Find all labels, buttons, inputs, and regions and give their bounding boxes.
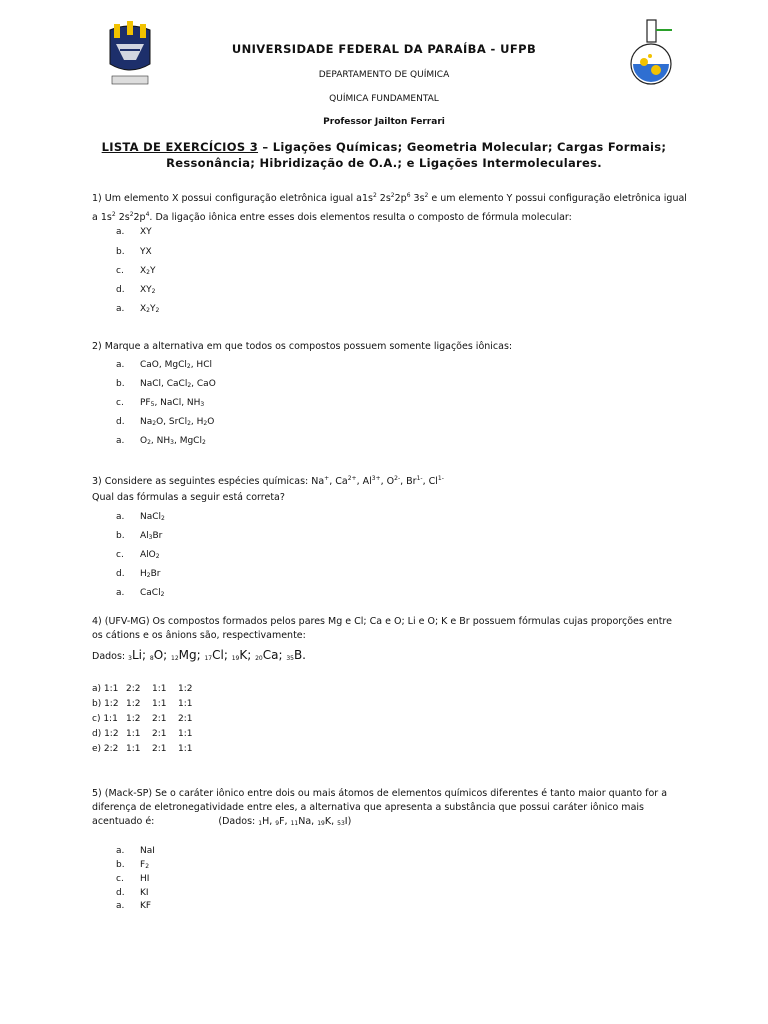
list-topics-1: – Ligações Químicas; Geometria Molecular; Cargas Formais; bbox=[258, 140, 667, 154]
list-label: LISTA DE EXERCÍCIOS 3 bbox=[101, 140, 259, 154]
q2-option-d[interactable]: d. $Na_2O$, SrCl$_2$, $H_2O$ bbox=[116, 417, 215, 427]
q1-option-b[interactable]: b. YX bbox=[116, 247, 152, 257]
q3-question: Qual das fórmulas a seguir está correta? bbox=[92, 492, 285, 503]
course-name: QUÍMICA FUNDAMENTAL bbox=[329, 94, 439, 104]
q5-option-c[interactable]: c. HI bbox=[116, 874, 150, 884]
q2-option-c[interactable]: c. $PF_5$, NaCl, $NH_3$ bbox=[116, 398, 205, 408]
q3-text: 3) Considere as seguintes espécies químicas: Na+, $Ca^{2+}$, $Al^{3+}$, $O^{2-}$, $Br^{1-}$, $Cl^{1-}$ bbox=[92, 475, 444, 487]
q1-option-c[interactable]: c. $X_2Y$ bbox=[116, 266, 156, 276]
q3-option-c[interactable]: c. AlO$_2$ bbox=[116, 550, 160, 560]
q1-option-a[interactable]: a. XY bbox=[116, 227, 152, 237]
q4-answers bbox=[92, 682, 192, 757]
q2-option-e[interactable]: a. $O_2$, $NH_3$, MgCl$_2$ bbox=[116, 436, 206, 446]
q4-answer-e[interactable]: e) 2:2 1:1 2:1 1:1 bbox=[92, 744, 193, 754]
q2-option-a[interactable]: a. CaO, MgCl$_2$, HCl bbox=[116, 360, 212, 370]
q3-option-a[interactable]: a. NaCl$_2$ bbox=[116, 512, 165, 522]
q5-option-a[interactable]: a. NaI bbox=[116, 846, 155, 856]
q5-option-e[interactable]: a. KF bbox=[116, 901, 152, 911]
q4-answer-a[interactable]: a) 1:1 2:2 1:1 1:2 bbox=[92, 684, 193, 694]
list-topics-2: Ressonância; Hibridização de O.A.; e Ligações Intermoleculares. bbox=[166, 156, 602, 170]
q5-option-b[interactable]: b. $F_2$ bbox=[116, 859, 150, 870]
professor-name: Professor Jailton Ferrari bbox=[323, 117, 445, 127]
q3-option-b[interactable]: b. $Al_3Br$ bbox=[116, 531, 163, 541]
q4-answer-c[interactable]: c) 1:1 1:2 2:1 2:1 bbox=[92, 714, 193, 724]
q4-answer-d[interactable]: d) 1:2 1:1 2:1 1:1 bbox=[92, 729, 193, 739]
q1-text: 1) Um elemento X possui configuração eletrônica igual $a1s^2$ $2s^22p^6$ $3s^2$ e um elemento Y possui configuração eletrônica igual bbox=[92, 192, 687, 204]
department-name: DEPARTAMENTO DE QUÍMICA bbox=[318, 70, 450, 80]
q5-options bbox=[116, 845, 155, 914]
q1-option-e[interactable]: a. $X_2Y_2$ bbox=[116, 304, 160, 314]
q3-option-e[interactable]: a. CaCl$_2$ bbox=[116, 588, 165, 598]
q4-dados: Dados: $_3$Li; $_8$O; $_{12}$Mg; $_{17}$Cl; $_{19}$K; $_{20}$Ca; $_{35}$B. bbox=[92, 648, 306, 662]
q5-text: 5) (Mack-SP) Se o caráter iônico entre dois ou mais átomos de elementos químicos diferentes é tanto maior quanto for a diferença de eletronegatividade entre eles, a alternativa que apresenta a substância que possui caráter iônico mais acentuado é: (Dados: $_1$H, $_9$F, $_{11}$Na, $_{19}$K, $_{53}$I) bbox=[92, 788, 668, 827]
list-title bbox=[0, 139, 768, 171]
q2-option-b[interactable]: b. NaCl, CaCl$_2$, CaO bbox=[116, 379, 216, 389]
q1-text-2: a $1s^2$ $2s^22p^4$. Da ligação iônica entre esses dois elementos resulta o composto de fórmula molecular: bbox=[92, 211, 572, 223]
q5-option-d[interactable]: d. KI bbox=[116, 887, 149, 898]
q4-answer-b[interactable]: b) 1:2 1:2 1:1 1:1 bbox=[92, 699, 193, 709]
q1-option-d[interactable]: d. $XY_2$ bbox=[116, 285, 156, 295]
q3-option-d[interactable]: d. $H_2Br$ bbox=[116, 569, 161, 579]
q2-text: 2) Marque a alternativa em que todos os compostos possuem somente ligações iônicas: bbox=[92, 341, 513, 352]
university-title: UNIVERSIDADE FEDERAL DA PARAÍBA - UFPB bbox=[231, 42, 537, 56]
q4-text: 4) (UFV-MG) Os compostos formados pelos pares Mg e Cl; Ca e O; Li e O; K e Br possuem fórmulas cujas proporções entre os cátions e os ânions são, respectivamente: bbox=[92, 616, 672, 641]
